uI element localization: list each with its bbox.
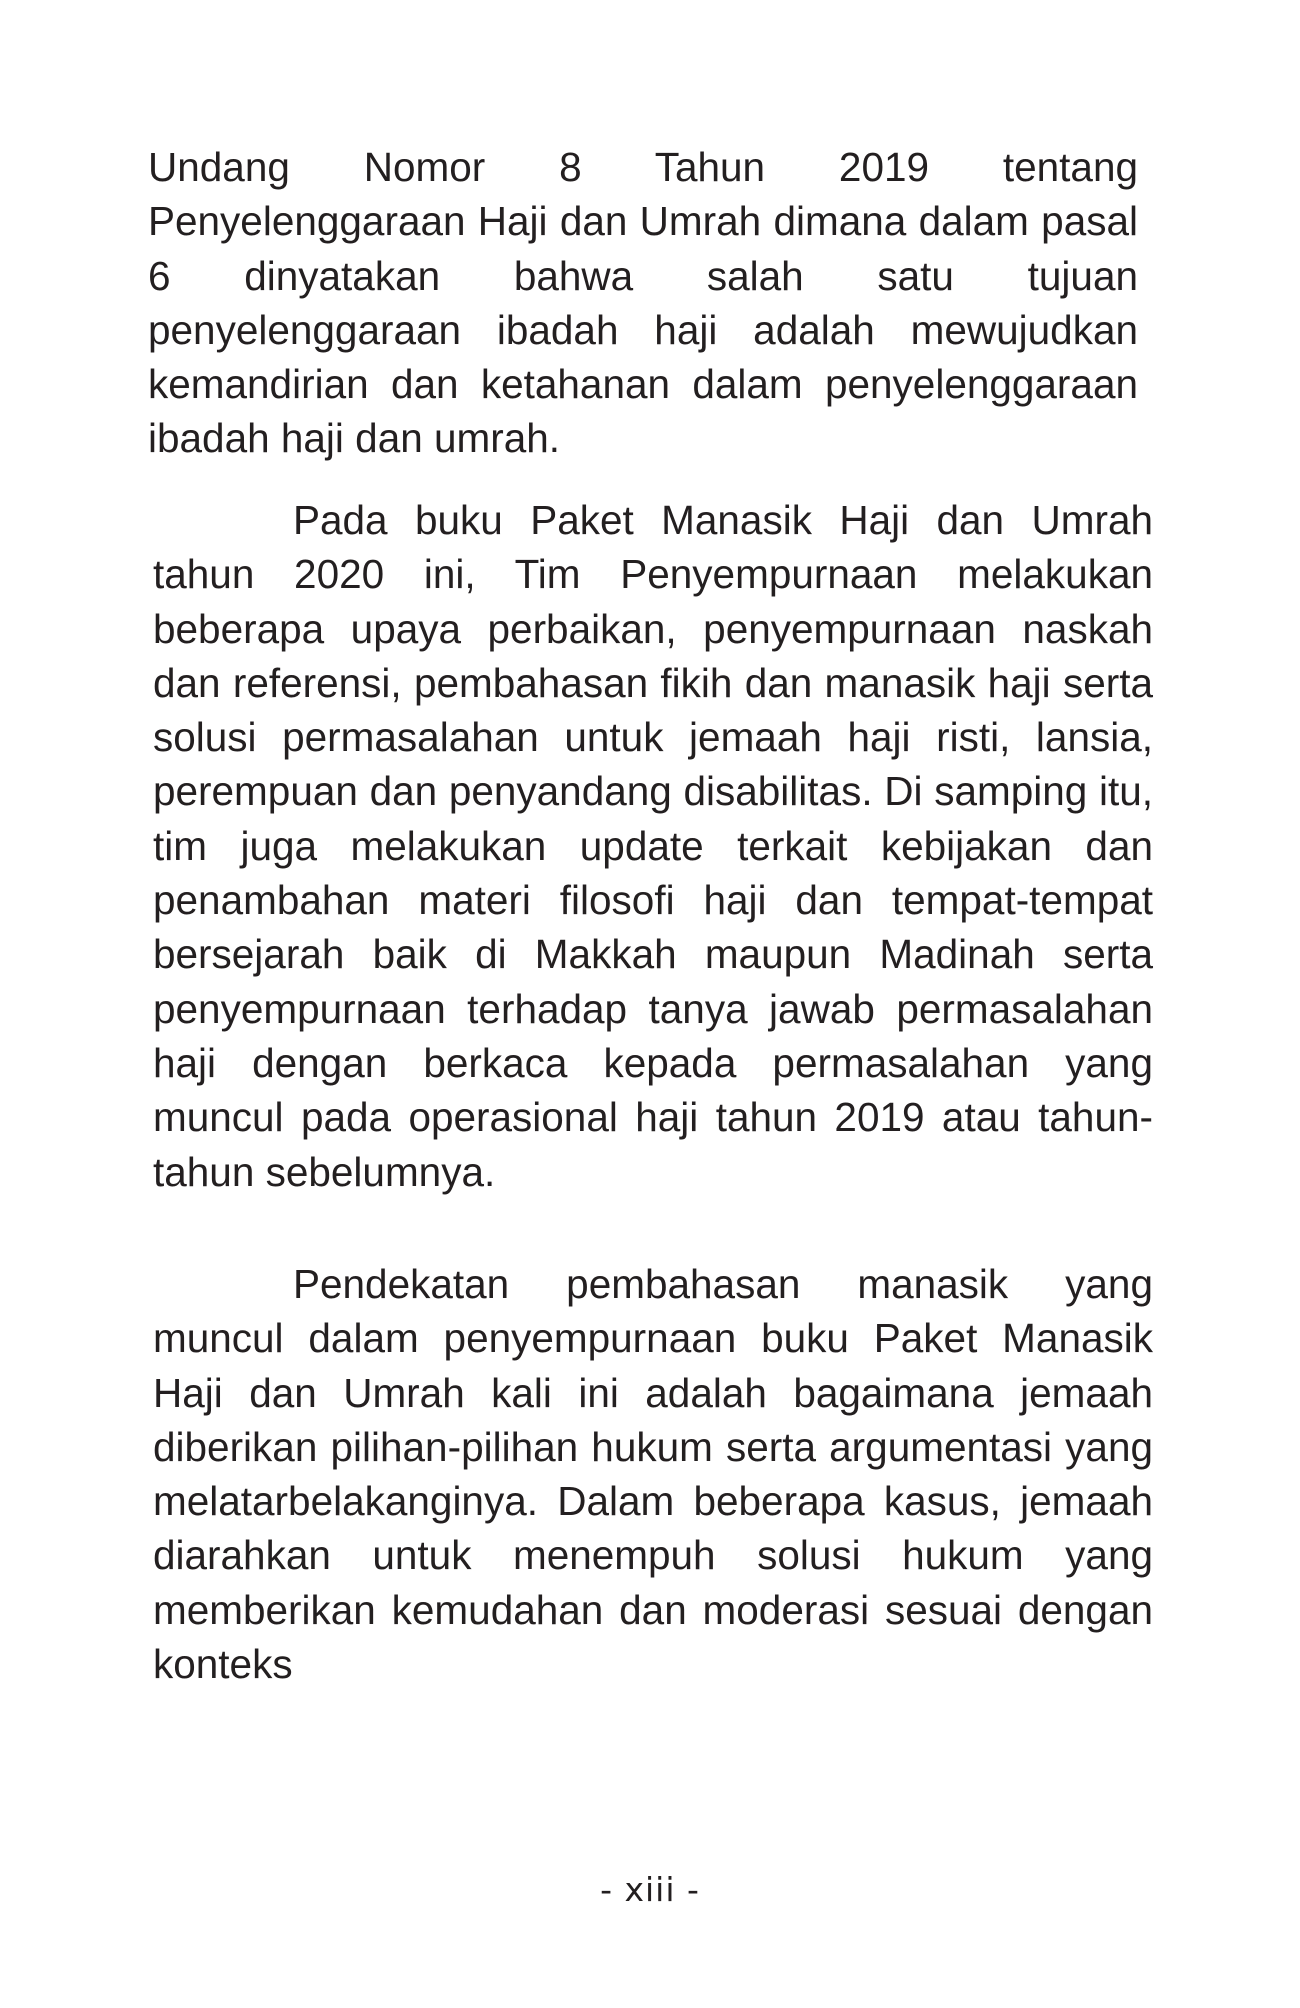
page-number: - xiii - [600, 1870, 700, 1909]
paragraph-1: Undang Nomor 8 Tahun 2019 tentang Penyelenggaraan Haji dan Umrah dimana dalam pasal 6 dinyatakan bahwa salah satu tujuan penyelenggaraan ibadah haji adalah mewujudkan kemandirian dan ketahanan dalam penyelenggaraan ibadah haji dan umrah. [148, 144, 1138, 462]
paragraph-2: Pada buku Paket Manasik Haji dan Umrah tahun 2020 ini, Tim Penyempurnaan melakukan beberapa upaya perbaikan, penyempurnaan naskah dan referensi, pembahasan fikih dan manasik haji serta solusi permasalahan untuk jemaah haji risti, lansia, perempuan dan penyandang disabilitas. Di samping itu, tim juga melakukan update terkait kebijakan dan penambahan materi filosofi haji dan tempat-tempat bersejarah baik di Makkah maupun Madinah serta penyempurnaan terhadap tanya jawab permasalahan haji dengan berkaca kepada permasalahan yang muncul pada operasional haji tahun 2019 atau tahun-tahun sebelumnya. [153, 497, 1153, 1195]
paragraph-3: Pendekatan pembahasan manasik yang muncul dalam penyempurnaan buku Paket Manasik Haji dan Umrah kali ini adalah bagaimana jemaah diberikan pilihan-pilihan hukum serta argumentasi yang melatarbelakanginya. Dalam beberapa kasus, jemaah diarahkan untuk menempuh solusi hukum yang memberikan kemudahan dan moderasi sesuai dengan konteks [153, 1261, 1153, 1688]
